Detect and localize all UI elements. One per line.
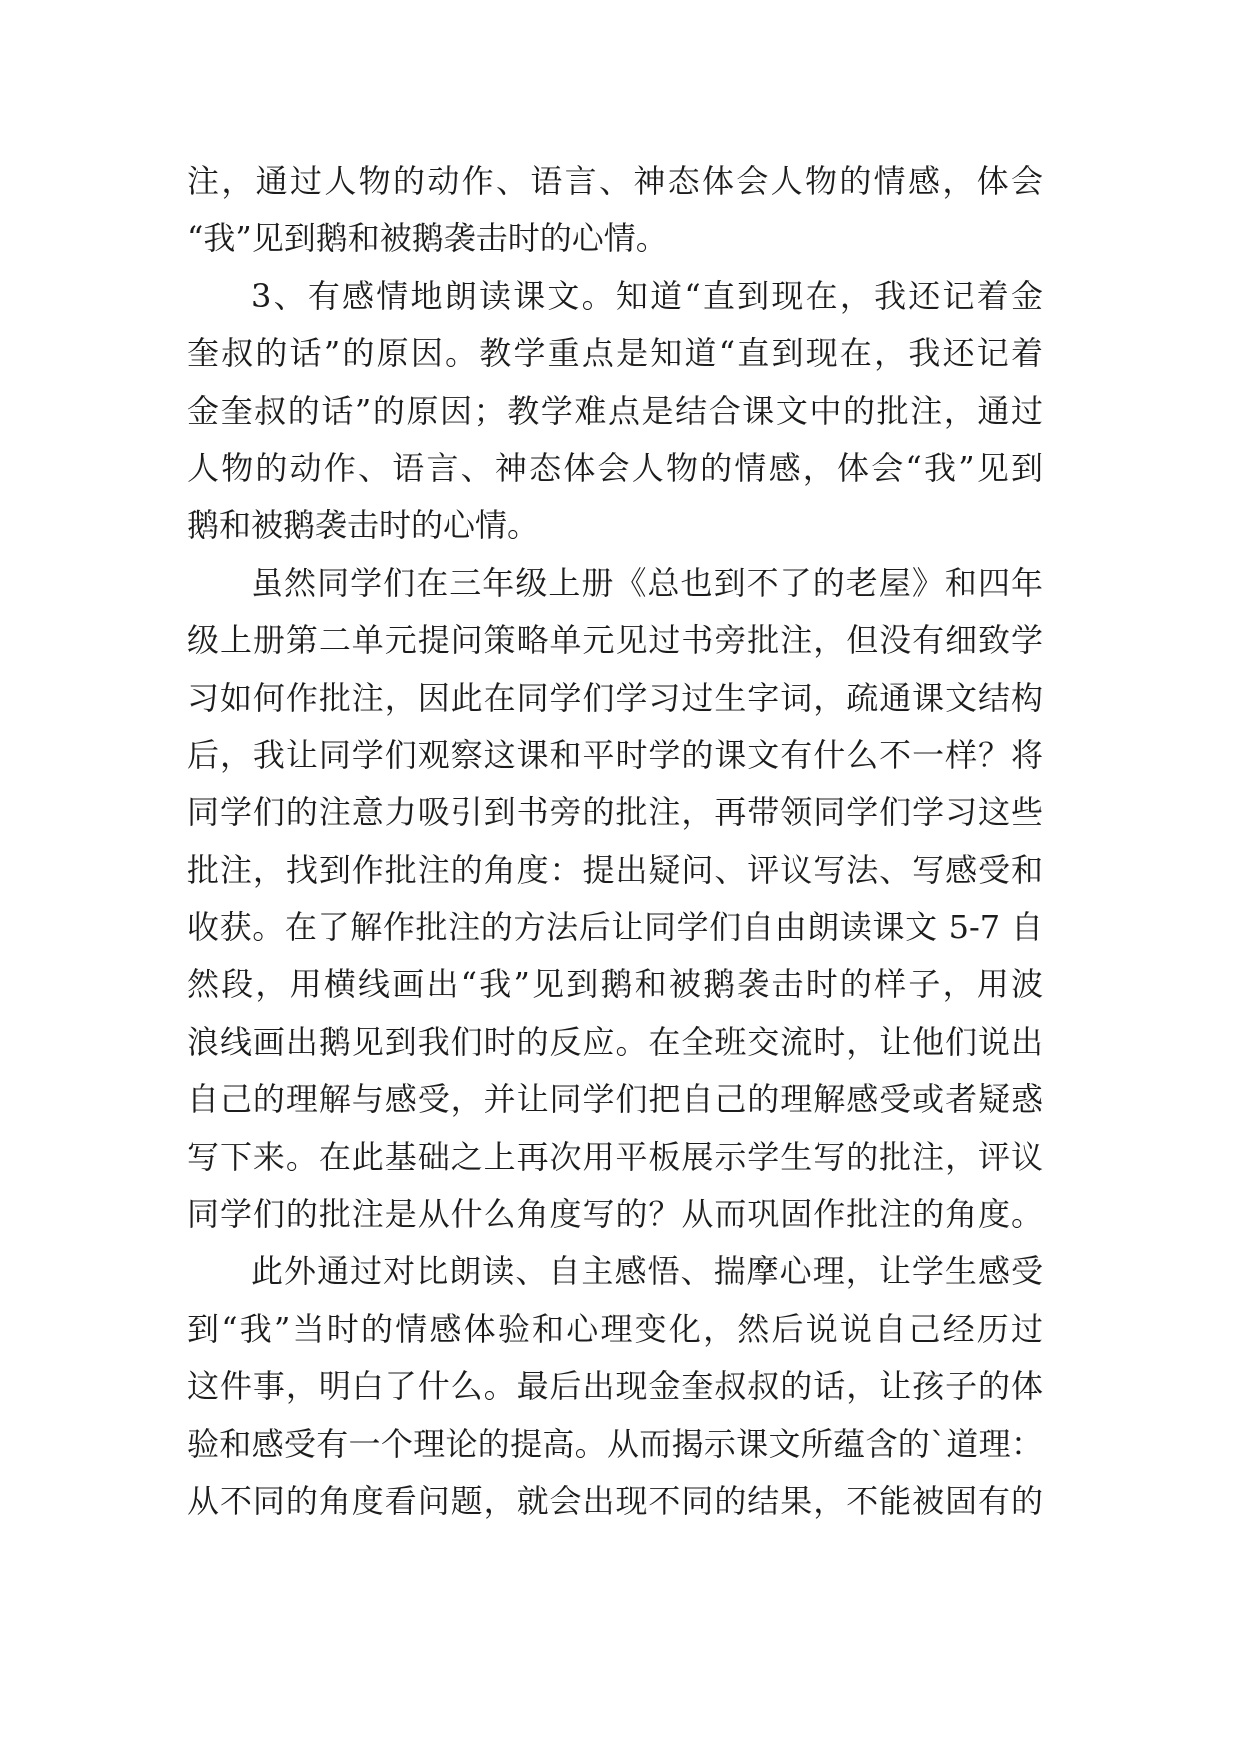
- text-line: 人物的动作、语言、神态体会人物的情感，体会“我”见到: [187, 448, 1043, 487]
- text-line: 后，我让同学们观察这课和平时学的课文有什么不一样？将: [187, 735, 1043, 774]
- paragraph-4: [187, 1243, 1043, 1530]
- text-line: 自己的理解与感受，并让同学们把自己的理解感受或者疑惑: [187, 1080, 1043, 1119]
- text-line: 级上册第二单元提问策略单元见过书旁批注，但没有细致学: [187, 621, 1043, 660]
- text-line: 奎叔的话”的原因。教学重点是知道“直到现在，我还记着: [187, 334, 1043, 373]
- text-line: 注，通过人物的动作、语言、神态体会人物的情感，体会: [187, 162, 1043, 200]
- text-line: 虽然同学们在三年级上册《总也到不了的老屋》和四年: [251, 563, 1043, 602]
- document-body: [187, 153, 1043, 1530]
- text-line: 金奎叔的话”的原因；教学难点是结合课文中的批注，通过: [187, 391, 1043, 430]
- text-line: “我”见到鹅和被鹅袭击时的心情。: [187, 219, 668, 258]
- text-line: 写下来。在此基础之上再次用平板展示学生写的批注，评议: [187, 1137, 1043, 1176]
- text-line: 然段，用横线画出“我”见到鹅和被鹅袭击时的样子，用波: [187, 965, 1043, 1004]
- text-line: 批注，找到作批注的角度：提出疑问、评议写法、写感受和: [187, 850, 1043, 889]
- paragraph-3: [187, 555, 1043, 1244]
- text-line: 这件事，明白了什么。最后出现金奎叔叔的话，让孩子的体: [187, 1367, 1043, 1406]
- paragraph-2: [187, 268, 1043, 555]
- text-line: 从不同的角度看问题，就会出现不同的结果，不能被固有的: [187, 1481, 1043, 1520]
- text-line: 鹅和被鹅袭击时的心情。: [187, 506, 540, 545]
- text-line: 同学们的批注是从什么角度写的？从而巩固作批注的角度。: [187, 1195, 1043, 1234]
- text-line: 3、有感情地朗读课文。知道“直到现在，我还记着金: [251, 276, 1043, 315]
- text-line: 同学们的注意力吸引到书旁的批注，再带领同学们学习这些: [187, 793, 1043, 832]
- text-line: 验和感受有一个理论的提高。从而揭示课文所蕴含的`道理：: [187, 1424, 1043, 1463]
- text-line: 到“我”当时的情感体验和心理变化，然后说说自己经历过: [187, 1309, 1043, 1348]
- text-line: 习如何作批注，因此在同学们学习过生字词，疏通课文结构: [187, 678, 1043, 717]
- text-line: 浪线画出鹅见到我们时的反应。在全班交流时，让他们说出: [187, 1022, 1043, 1061]
- text-line: 此外通过对比朗读、自主感悟、揣摩心理，让学生感受: [251, 1252, 1043, 1291]
- paragraph-1: [187, 153, 1043, 268]
- text-line: 收获。在了解作批注的方法后让同学们自由朗读课文 5-7 自: [187, 908, 1043, 947]
